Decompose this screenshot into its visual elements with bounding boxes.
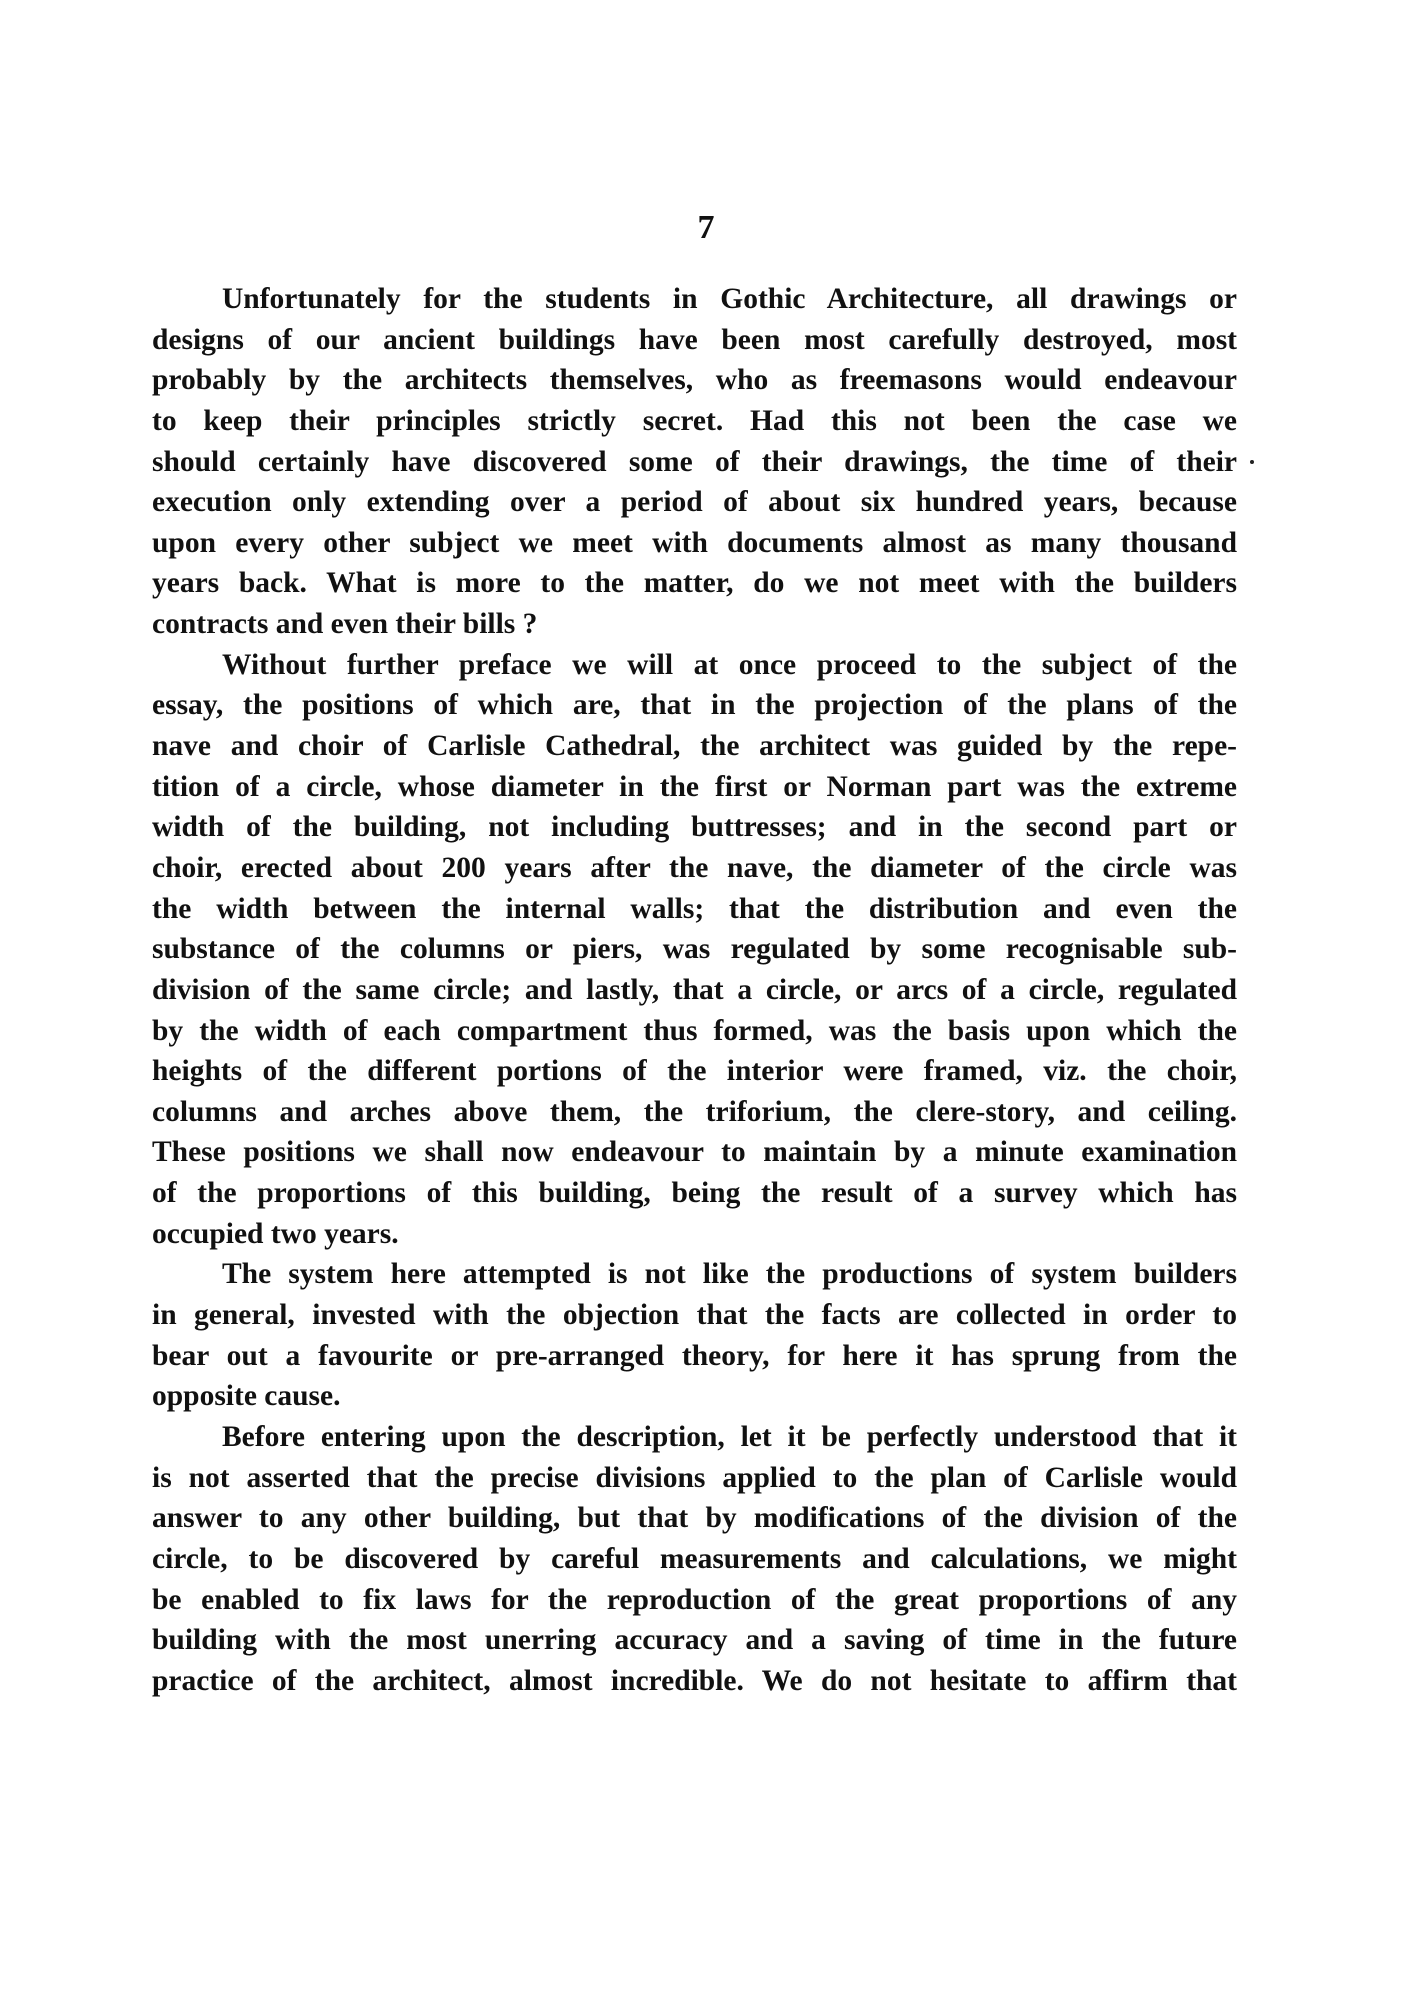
text-line: essay, the positions of which are, that in the projection of the plans of the bbox=[152, 689, 1237, 722]
text-line: upon every other subject we meet with documents almost as many thousand bbox=[152, 526, 1237, 559]
scan-speck bbox=[1250, 460, 1254, 464]
page-number: 7 bbox=[697, 209, 715, 246]
text-line: the width between the internal walls; that the distribution and even the bbox=[152, 892, 1237, 925]
text-line: opposite cause. bbox=[152, 1380, 341, 1413]
text-line: columns and arches above them, the triforium, the clere-story, and ceiling. bbox=[152, 1095, 1237, 1128]
text-line: answer to any other building, but that by modifications of the division of the bbox=[152, 1502, 1237, 1535]
text-line: bear out a favourite or pre-arranged theory, for here it has sprung from the bbox=[152, 1339, 1237, 1372]
text-line: designs of our ancient buildings have been most carefully destroyed, most bbox=[152, 323, 1237, 356]
text-line: probably by the architects themselves, who as freemasons would endeavour bbox=[152, 364, 1237, 397]
text-line: width of the building, not including buttresses; and in the second part or bbox=[152, 811, 1237, 844]
text-line: occupied two years. bbox=[152, 1217, 399, 1250]
text-line: These positions we shall now endeavour to maintain by a minute examination bbox=[152, 1136, 1237, 1169]
text-line: should certainly have discovered some of their drawings, the time of their bbox=[152, 445, 1237, 478]
text-line: Without further preface we will at once proceed to the subject of the bbox=[222, 648, 1237, 681]
text-line: is not asserted that the precise divisions applied to the plan of Carlisle would bbox=[152, 1461, 1237, 1494]
text-line: nave and choir of Carlisle Cathedral, the architect was guided by the repe- bbox=[152, 730, 1237, 763]
text-line: contracts and even their bills ? bbox=[152, 608, 538, 641]
text-line: tition of a circle, whose diameter in the first or Norman part was the extreme bbox=[152, 770, 1237, 803]
paragraph-4 bbox=[152, 1417, 1237, 1701]
body-text bbox=[152, 279, 1237, 1701]
text-line: Unfortunately for the students in Gothic Architecture, all drawings or bbox=[222, 283, 1237, 315]
text-line: circle, to be discovered by careful measurements and calculations, we might bbox=[152, 1542, 1237, 1575]
text-line: of the proportions of this building, being the result of a survey which has bbox=[152, 1177, 1237, 1210]
text-line: The system here attempted is not like the productions of system builders bbox=[222, 1258, 1237, 1291]
text-line: by the width of each compartment thus formed, was the basis upon which the bbox=[152, 1014, 1237, 1047]
text-line: heights of the different portions of the interior were framed, viz. the choir, bbox=[152, 1055, 1237, 1088]
text-line: to keep their principles strictly secret. Had this not been the case we bbox=[152, 404, 1237, 437]
text-line: years back. What is more to the matter, do we not meet with the builders bbox=[152, 567, 1237, 600]
paragraph-2 bbox=[152, 645, 1237, 1255]
text-line: Before entering upon the description, let it be perfectly understood that it bbox=[222, 1420, 1237, 1453]
text-line: in general, invested with the objection that the facts are collected in order to bbox=[152, 1299, 1237, 1332]
paragraph-3 bbox=[152, 1254, 1237, 1417]
text-line: substance of the columns or piers, was regulated by some recognisable sub- bbox=[152, 933, 1237, 966]
text-line: division of the same circle; and lastly, that a circle, or arcs of a circle, regulated bbox=[152, 973, 1237, 1006]
text-line: building with the most unerring accuracy and a saving of time in the future bbox=[152, 1624, 1237, 1657]
text-line: be enabled to fix laws for the reproduction of the great proportions of any bbox=[152, 1583, 1237, 1616]
text-line: execution only extending over a period of about six hundred years, because bbox=[152, 486, 1237, 519]
text-line: practice of the architect, almost incredible. We do not hesitate to affirm that bbox=[152, 1664, 1237, 1697]
text-line: choir, erected about 200 years after the nave, the diameter of the circle was bbox=[152, 851, 1237, 884]
paragraph-1 bbox=[152, 279, 1237, 645]
